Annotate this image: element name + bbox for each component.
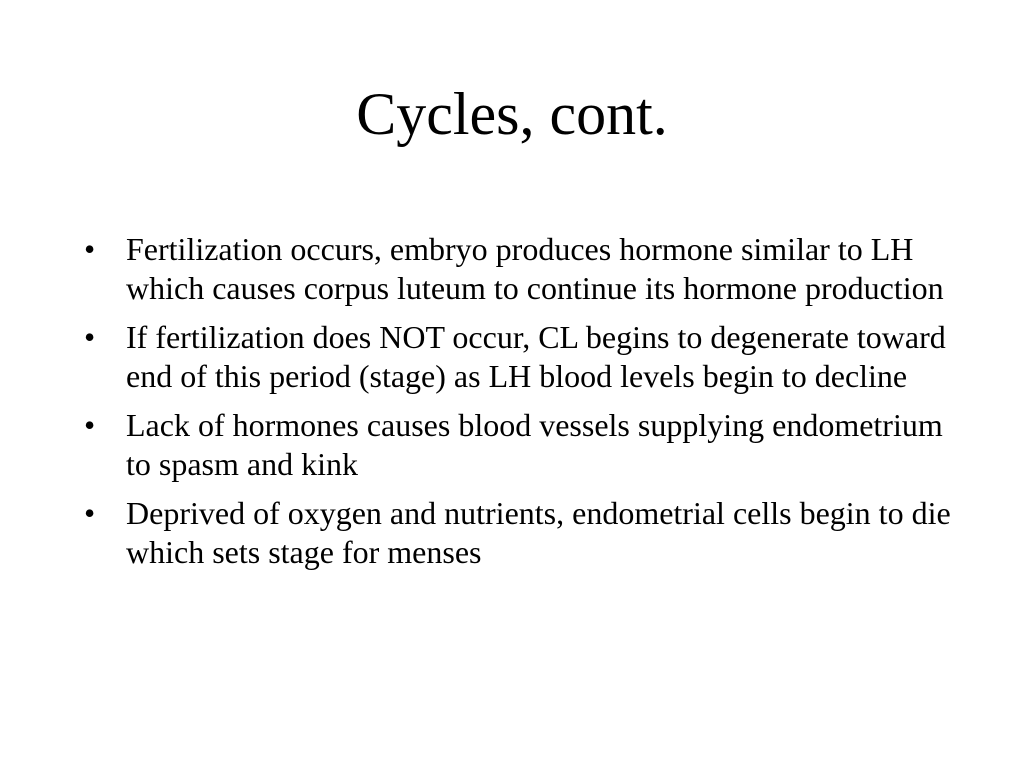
bullet-text: Lack of hormones causes blood vessels supplying endometrium to spasm and kink [126,407,943,482]
bullet-item [84,230,964,308]
bullet-item [84,318,964,396]
bullet-text: Deprived of oxygen and nutrients, endometrial cells begin to die which sets stage for menses [126,495,951,570]
bullet-dot-icon: • [84,407,96,443]
slide-title: Cycles, cont. [356,81,668,147]
bullet-text: If fertilization does NOT occur, CL begins to degenerate toward end of this period (stage) as LH blood levels begin to decline [126,319,946,394]
bullet-dot-icon: • [84,231,96,267]
bullet-dot-icon: • [84,319,96,355]
bullet-dot-icon: • [84,495,96,531]
bullet-item [84,494,964,572]
bullet-list [84,230,964,582]
bullet-item [84,406,964,484]
bullet-text: Fertilization occurs, embryo produces hormone similar to LH which causes corpus luteum to continue its hormone production [126,231,944,306]
